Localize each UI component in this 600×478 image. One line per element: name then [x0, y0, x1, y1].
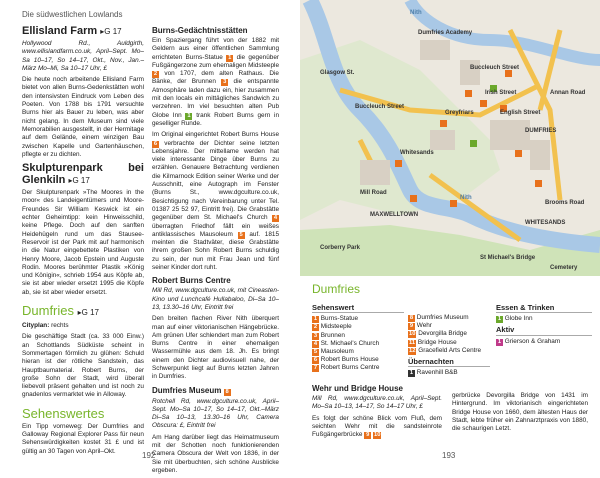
- poi-badge: 8: [409, 315, 414, 321]
- legend-item: [312, 348, 404, 356]
- legend-item: [312, 356, 404, 364]
- legend-label: Brunnen: [320, 331, 345, 339]
- legend-label: Grierson & Graham: [504, 337, 561, 345]
- map-label-mill-road: Mill Road: [360, 190, 387, 196]
- legend-title: Dumfries: [312, 282, 361, 296]
- left-page: [0, 0, 300, 474]
- left-column-1: [22, 22, 144, 459]
- legend-item: [496, 338, 592, 346]
- gedenk-text: [152, 37, 279, 128]
- legend-item: [408, 322, 490, 330]
- legend-item: [408, 369, 490, 377]
- dumfries-heading: [22, 305, 144, 319]
- poi-badge: 4: [273, 215, 278, 222]
- legend-essen-title: Essen & Trinken: [496, 304, 592, 313]
- gedenk-t1: Ein Spaziergang führt von der 1882 mit Geldern aus einer öffentlichen Sammlung errichteten Burns-Statue: [152, 37, 279, 61]
- museum-text: Am Hang darüber liegt das Heimatmuseum mit der Schotten noch funktionierenden Camera Obscura der Welt von 1836, in der Sie mit überbuchten, sich schöne Ausblicke ergeben.: [152, 433, 279, 474]
- legend-label: Robert Burns House: [320, 356, 379, 364]
- legend-item: [312, 315, 404, 323]
- devorgilla-text: gerbrücke Devorgilla Bridge von 1431 im Hintergrund. Im viktorianisch eingerichteten Bridge House von 1660, dem ältesten Haus der Stadt, lebte früher ein Zahnarztpraxis von 1880, die schaurigen Letzt.: [452, 392, 588, 433]
- legend-label: Midsteeple: [320, 323, 352, 331]
- map-label-brooms-road: Brooms Road: [545, 200, 585, 206]
- ellisland-heading: [22, 25, 144, 38]
- sehenswertes-text: Ein Tipp vorneweg: Der Dumfries and Galloway Regional Explorer Pass für neun Sehenswürdigkeiten kostet 31 £ und ist gültig an 30 Tagen von April–Okt.: [22, 422, 144, 455]
- map-label-nith-2: Nith: [460, 195, 472, 201]
- map-legend: [312, 282, 592, 300]
- legend-item: [496, 315, 592, 323]
- poi-badge: 1: [497, 316, 502, 323]
- map-label-dumfries: DUMFRIES: [525, 128, 557, 134]
- right-page: [300, 0, 600, 468]
- poi-badge: 3: [223, 79, 227, 86]
- grid-ref: G 17: [81, 308, 99, 318]
- legend-label: Devorgilla Bridge: [418, 330, 467, 338]
- left-column-2: [152, 22, 279, 478]
- skulptur-heading: [22, 162, 144, 187]
- dumfries-text: Die geschäftige Stadt (ca. 33 000 Einw.) an Schottlands Südküste scheint in Sommertagen förmlich zu glühen: Schuld hieran ist der rötliche Sandstein, das Hauptbaumaterial. Robert Burns, der große Sohn der Stadt, wird überall liebevoll präsent gehalten und ist noch zu gnadenlos vermarktet wie in Alloway.: [22, 333, 144, 399]
- legend-label: Ravenhill B&B: [416, 369, 458, 377]
- grid-ref: G 17: [72, 176, 90, 186]
- gedenk-t4: die entspannte Atmosphäre laden dazu ein, hier zusammen mit den locals ein mittägliches Sandwich zu verzehren. Im viel besuchten alten Pub Globe Inn: [152, 78, 279, 119]
- poi-badge: 2: [153, 71, 158, 78]
- legend-item: [408, 347, 490, 355]
- map-label-buccleuch: Buccleuch Street: [355, 104, 405, 110]
- legend-label: Dumfries Museum: [416, 314, 469, 321]
- legend-label: Mausoleum: [320, 348, 354, 356]
- poi-badge: 6: [313, 357, 318, 364]
- museum-heading: [152, 386, 279, 396]
- gedenk-heading: Burns-Gedächtnisstätten: [152, 26, 248, 35]
- map-label-nith: Nith: [410, 10, 422, 16]
- legend-label: Globe Inn: [504, 315, 533, 323]
- centre-info: Mill Rd, www.dgculture.co.uk, mit Cineasten-Kino und Lunchcafé Hullabaloo, Di–Sa 10–13, 13.30–16 Uhr, Eintritt frei: [152, 287, 279, 311]
- map-label-whitesands: WHITESANDS: [525, 220, 566, 226]
- legend-label: St. Michael's Church: [320, 339, 380, 347]
- ellisland-title: Ellisland Farm: [22, 25, 98, 37]
- legend-item: [408, 339, 490, 347]
- poi-badge: 1: [187, 112, 191, 119]
- poi-badge: 9: [409, 323, 414, 330]
- museum-title: Dumfries Museum: [152, 385, 222, 395]
- poi-badge: 10: [374, 432, 381, 439]
- poi-badge: 1: [228, 54, 232, 61]
- poi-badge: 8: [225, 388, 229, 395]
- ellisland-info: Hollywood Rd., Auldgirth, www.ellislandfarm.co.uk, April–Sept. Mo–Sa 10–17, So 14–17, Okt., Nov., Jan.–März Mo–Mi, Sa 10–17 Uhr, £: [22, 40, 144, 72]
- cityplan-line: [22, 322, 144, 330]
- map-label-greyfriars: Greyfriars: [445, 110, 474, 116]
- wehr-heading: Wehr und Bridge House: [312, 384, 403, 393]
- page-number: 193: [442, 451, 456, 460]
- poi-badge: 1: [409, 370, 414, 377]
- legend-item: [312, 340, 404, 348]
- map-label-maxwelltown: MAXWELLTOWN: [370, 212, 419, 218]
- map-pin-icon: ▸: [68, 176, 73, 186]
- legend-sehenswert-2: [408, 314, 490, 377]
- legend-label: Bridge House: [417, 338, 457, 346]
- poi-badge: 3: [313, 332, 318, 339]
- legend-label: Burns-Statue: [320, 315, 359, 323]
- centre-text: Den breiten flachen River Nith überquert man auf einer viktorianischen Hängebrücke. Am grünen Ufer schlendert man zum Robert Burns Centre in einer ehemaligen Wassermühle aus dem 18. Jh. Es bringt einem den Dichter audiovisuell nahe, der Schwerpunkt liegt auf Burns letzten Jahren in Dumfries.: [152, 315, 279, 381]
- legend-label: Robert Burns Centre: [320, 364, 380, 372]
- map-label-glasgow-st: Glasgow St.: [320, 70, 355, 76]
- skulptur-title: Skulpturenpark bei Glenkiln: [22, 162, 144, 187]
- map-label-english-street: English Street: [500, 110, 541, 116]
- legend-label: Gracefield Arts Centre: [418, 346, 482, 354]
- grid-ref: G 17: [104, 27, 122, 36]
- legend-sehenswert-title: Sehenswert: [312, 304, 404, 313]
- map-label-st-michaels-bridge: St Michael's Bridge: [480, 255, 536, 261]
- map-label-irish-street: Irish Street: [485, 90, 517, 96]
- gedenk-t3: von 1707, dem alten Rathaus. Die Bänke, der Brunnen: [152, 70, 279, 86]
- centre-heading: Robert Burns Centre: [152, 276, 231, 286]
- poi-badge: 4: [313, 340, 318, 347]
- poi-badge: 10: [409, 331, 416, 338]
- gedenk-t2: die gegenüber Fußgängerzone zum ehemaligen Midsteeple: [152, 53, 279, 69]
- map-label-corberry-park: Corberry Park: [320, 245, 361, 251]
- sehenswertes-heading: Sehenswertes: [22, 405, 105, 421]
- poi-badge: 5: [239, 231, 243, 238]
- dumfries-title: Dumfries: [22, 303, 75, 319]
- gedenk-text-2: [152, 131, 279, 272]
- legend-aktiv-title: Aktiv: [496, 326, 592, 335]
- wehr-section: [312, 380, 442, 442]
- museum-info: Rotchell Rd, www.dgculture.co.uk, April–Sept. Mo–Sa 10–17, So 14–17, Okt.–März Di–Sa 10–13, 13.30–16 Uhr, Camera Obscura: £, Eintritt frei: [152, 397, 279, 430]
- legend-sehenswert: [312, 304, 404, 373]
- running-head: Die südwestlichen Lowlands: [22, 10, 123, 19]
- map-pin-icon: ▸: [100, 27, 105, 36]
- poi-badge: 2: [313, 324, 318, 331]
- legend-item: [312, 364, 404, 372]
- poi-badge: 1: [497, 338, 502, 345]
- devorgilla-section: [452, 392, 588, 436]
- map-label-whitesands-road: Whitesands: [400, 150, 434, 156]
- cityplan-label: Cityplan:: [22, 322, 50, 330]
- page-number: 192: [142, 451, 156, 460]
- map-pin-icon: ▸: [77, 308, 82, 318]
- legend-ueber-title: Übernachten: [408, 358, 490, 367]
- legend-item: [312, 323, 404, 331]
- skulptur-text: Der Skulpturenpark »The Moores in the moor« des Landeigentümers und Moore-Freundes Sir William Keswick ist ein echter Geheimtipp: kein Hinweisschild, keine Pflege. Doch auf den sanften Heidehügeln rund um das Stausee-Reservoir ist der Park mit auf harmonisch in die Natur eingebettete Plastiken von Henry Moore, Jacob Epstein und Auguste Rodin. Moores berühmter Plastik »König und Königin«, schrieb 1954 aus Köpfe ab, sie ist aber wieder ersetzt 1995 die Köpfe ab, sie ist aber wieder ersetzt.: [22, 189, 144, 296]
- wehr-info: Mill Rd, www.dgculture.co.uk, April–Sept. Mo–Sa 10–13, 14–17, So 14–17 Uhr, £: [312, 395, 442, 411]
- poi-badge: 1: [313, 316, 318, 323]
- wehr-text: [312, 415, 442, 440]
- wehr-body: Es folgt der schöne Blick vom Fluß, dem seichten Wehr mit die sandsteinrote Fußgängerbrücke: [312, 414, 442, 439]
- poi-badge: 12: [409, 347, 416, 354]
- poi-badge: 9: [366, 432, 370, 439]
- map-label-cemetery: Cemetery: [550, 265, 578, 271]
- gedenk-t5: trank Robert Burns gern in geselliger Runde.: [152, 111, 280, 127]
- map-graphic: [300, 0, 600, 276]
- map-label-buccleuch-2: Buccleuch Street: [470, 65, 520, 71]
- map-label-academy: Dumfries Academy: [418, 30, 473, 36]
- gedenk-t6: Im Original eingerichtet Robert Burns House: [152, 131, 279, 139]
- legend-essen: [496, 304, 592, 346]
- legend-item: [408, 330, 490, 338]
- poi-badge: 11: [409, 339, 416, 346]
- city-map: [300, 0, 600, 276]
- gedenk-t8: Die Grabstätte gegenüber dem St. Michael's Church: [152, 205, 279, 222]
- gedenk-t10: auf. 1815 meinten die Stadtväter, diese Grabstätte ihrem großen Sohn Robert Burns schuldig zu sein, der nun mit Frau Jean und fünf seiner Kinder dort ruht.: [152, 230, 280, 272]
- gedenk-t7: verbrachte der Dichter seine letzten Lebensjahre. Der mittellame werden hat viele interessante Dinge über Burns zu erzählen. Genauere Betrachtung verdienen die Kilmarnock Edition seiner Werke und der Ausschnitt, eine Autograph im Fenster (Burns St., www.dgculture.co.uk, Besichtigung nach Vereinbarung unter Tel. 01387 25 52 97, Eintritt frei).: [152, 139, 279, 213]
- poi-badge: 5: [313, 349, 318, 356]
- legend-item: [408, 314, 490, 322]
- poi-badge: 7: [313, 365, 318, 372]
- cityplan-value: rechts: [51, 322, 69, 330]
- legend-label: Wehr: [416, 322, 432, 330]
- ellisland-text: Die heute noch arbeitende Ellisland Farm bietet von allen Burns-Gedenkstätten wohl den intensivsten Eindruck vom Leben des Poeten. Von 1788 bis 1791 versuchte Burns hier als Bauer zu leben, was aber nicht gelang. In dem Museum sind viele Memorabilien ausgestellt, in der Hermitage auf dem Gelände, einem winzigen Bau zwischen Kapelle und Gartenhäuschen, pflegte er zu dichten.: [22, 76, 144, 158]
- legend-item: [312, 332, 404, 340]
- poi-badge: 6: [153, 140, 158, 147]
- map-label-annan-road: Annan Road: [550, 90, 586, 96]
- gedenk-t9: überragten Friedhof fällt ein weißes antiklassisches Mausoleum: [152, 222, 279, 238]
